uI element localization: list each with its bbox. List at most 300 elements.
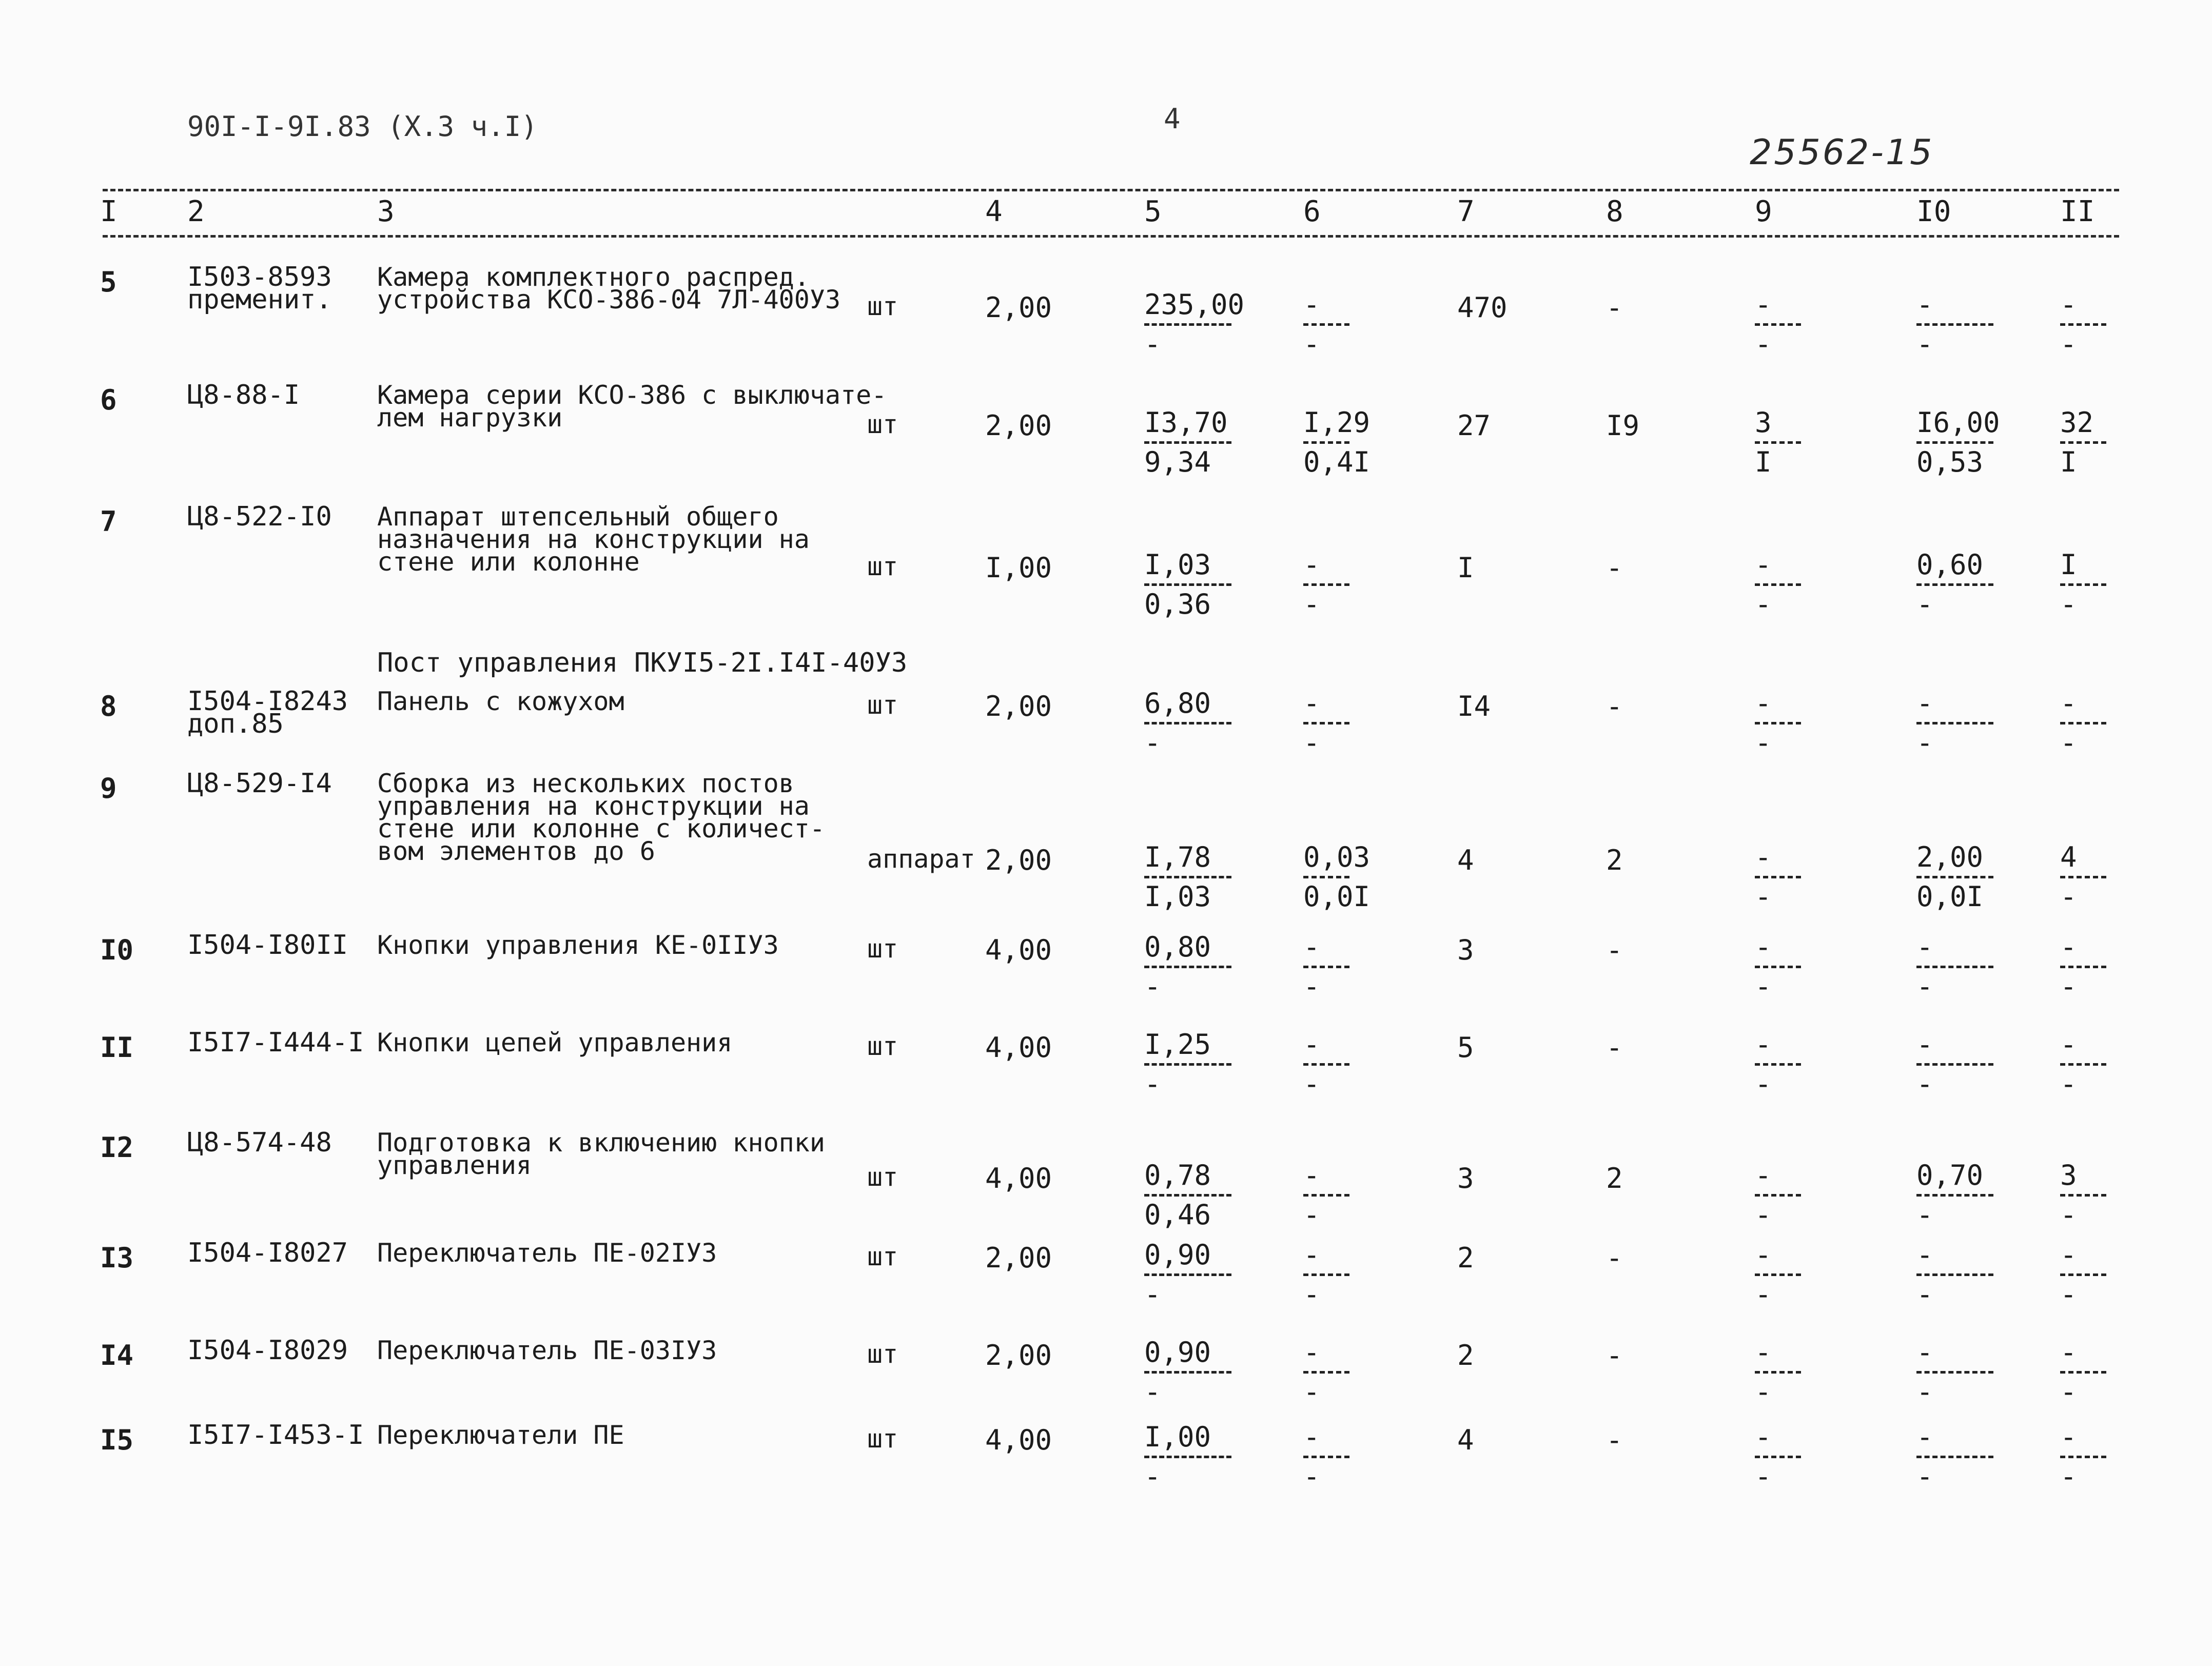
fraction-rule xyxy=(1303,441,1349,444)
value-c8: - xyxy=(1606,690,1623,722)
fraction-rule xyxy=(1755,722,1801,724)
fraction-rule xyxy=(1916,1456,1993,1458)
fraction-denominator: I,03 xyxy=(1144,880,1211,913)
fraction-c11 xyxy=(2060,288,2106,360)
fraction-c5 xyxy=(1144,931,1231,1003)
fraction-rule xyxy=(1916,323,1993,326)
fraction-c11 xyxy=(2060,1028,2106,1100)
column-number-1: I xyxy=(100,195,118,228)
row-unit: шт xyxy=(867,552,898,581)
row-description: Переключатели ПЕ xyxy=(377,1420,624,1450)
fraction-c10 xyxy=(1916,288,1993,360)
fraction-numerator: - xyxy=(1755,931,1772,963)
fraction-rule xyxy=(1144,1371,1231,1374)
fraction-rule xyxy=(1303,1456,1349,1458)
fraction-numerator: I,78 xyxy=(1144,841,1211,873)
fraction-denominator: 0,46 xyxy=(1144,1199,1211,1231)
fraction-numerator: - xyxy=(2060,931,2077,963)
row-code: I5I7-I444-I xyxy=(187,1027,364,1058)
value-c8: - xyxy=(1606,1242,1623,1274)
fraction-c10 xyxy=(1916,1159,1993,1231)
fraction-numerator: - xyxy=(1755,1239,1772,1271)
fraction-numerator: - xyxy=(1916,931,1933,963)
fraction-c6 xyxy=(1303,548,1349,620)
row-description: Камера комплектного распред. устройства КСО-386-04 7Л-400УЗ xyxy=(377,262,841,315)
fraction-rule xyxy=(2060,1194,2106,1197)
column-number-4: 4 xyxy=(985,195,1003,228)
fraction-numerator: 235,00 xyxy=(1144,288,1245,321)
fraction-numerator: I3,70 xyxy=(1144,406,1228,439)
fraction-rule xyxy=(1755,1273,1801,1276)
fraction-c9 xyxy=(1755,1239,1801,1310)
fraction-numerator: I,25 xyxy=(1144,1028,1211,1061)
fraction-rule xyxy=(2060,1273,2106,1276)
row-code: Ц8-529-I4 xyxy=(187,768,332,799)
fraction-rule xyxy=(1303,966,1349,968)
fraction-denominator: - xyxy=(1144,727,1161,759)
row-unit: шт xyxy=(867,409,898,439)
row-description: Аппарат штепсельный общего назначения на конструкции на стене или колонне xyxy=(377,502,810,577)
fraction-numerator: - xyxy=(1916,1028,1933,1061)
fraction-numerator: - xyxy=(1755,288,1772,321)
fraction-rule xyxy=(1144,323,1231,326)
fraction-c5 xyxy=(1144,288,1245,360)
fraction-c10 xyxy=(1916,931,1993,1003)
fraction-c5 xyxy=(1144,1159,1231,1231)
fraction-rule xyxy=(1144,1456,1231,1458)
fraction-rule xyxy=(1303,323,1349,326)
fraction-rule xyxy=(1755,1194,1801,1197)
row-code: I503-8593 пременит. xyxy=(187,262,332,315)
fraction-denominator: - xyxy=(1755,588,1772,620)
value-c8: - xyxy=(1606,552,1623,584)
fraction-rule xyxy=(1303,583,1349,586)
fraction-numerator: - xyxy=(1916,1421,1933,1453)
fraction-denominator: - xyxy=(1303,328,1320,360)
fraction-c9 xyxy=(1755,1159,1801,1231)
column-number-7: 7 xyxy=(1457,195,1475,228)
fraction-c6 xyxy=(1303,931,1349,1003)
fraction-rule xyxy=(1755,583,1801,586)
fraction-rule xyxy=(2060,323,2106,326)
row-unit: шт xyxy=(867,690,898,720)
fraction-numerator: I,00 xyxy=(1144,1421,1211,1453)
row-quantity: 4,00 xyxy=(985,1031,1052,1064)
column-number-9: 9 xyxy=(1755,195,1772,228)
fraction-denominator: - xyxy=(1303,1068,1320,1100)
value-c7: 3 xyxy=(1457,934,1474,966)
fraction-denominator: I xyxy=(1755,446,1772,478)
fraction-rule xyxy=(1144,876,1231,878)
fraction-c11 xyxy=(2060,841,2106,913)
fraction-numerator: - xyxy=(2060,1239,2077,1271)
section-title: Пост управления ПКУI5-2I.I4I-40УЗ xyxy=(377,648,908,678)
value-c7: 27 xyxy=(1457,409,1491,442)
row-unit: шт xyxy=(867,1162,898,1192)
fraction-numerator: - xyxy=(1303,1028,1320,1061)
fraction-numerator: - xyxy=(1303,1421,1320,1453)
fraction-rule xyxy=(1755,876,1801,878)
row-description: Переключатель ПЕ-02IУЗ xyxy=(377,1238,717,1268)
fraction-numerator: 0,60 xyxy=(1916,548,1984,581)
row-number: I2 xyxy=(100,1131,134,1164)
fraction-rule xyxy=(1755,966,1801,968)
row-quantity: 4,00 xyxy=(985,1162,1052,1194)
fraction-numerator: - xyxy=(1303,288,1320,321)
value-c8: - xyxy=(1606,1424,1623,1456)
fraction-rule xyxy=(2060,1456,2106,1458)
value-c8: 2 xyxy=(1606,1162,1623,1194)
value-c7: 2 xyxy=(1457,1242,1474,1274)
fraction-denominator: - xyxy=(1755,1199,1772,1231)
fraction-c11 xyxy=(2060,1239,2106,1310)
fraction-denominator: - xyxy=(1755,1376,1772,1408)
fraction-rule xyxy=(1144,1273,1231,1276)
fraction-denominator: 0,36 xyxy=(1144,588,1211,620)
fraction-numerator: - xyxy=(2060,288,2077,321)
fraction-rule xyxy=(1144,583,1231,586)
fraction-numerator: 32 xyxy=(2060,406,2094,439)
fraction-rule xyxy=(1755,441,1801,444)
value-c8: 2 xyxy=(1606,844,1623,876)
fraction-numerator: - xyxy=(1916,288,1933,321)
row-quantity: 2,00 xyxy=(985,690,1052,722)
fraction-rule xyxy=(1303,722,1349,724)
fraction-rule xyxy=(1916,722,1993,724)
fraction-numerator: 0,70 xyxy=(1916,1159,1984,1191)
fraction-c9 xyxy=(1755,1028,1801,1100)
fraction-numerator: - xyxy=(1755,687,1772,719)
fraction-denominator: - xyxy=(1303,1376,1320,1408)
fraction-c6 xyxy=(1303,841,1371,913)
fraction-denominator: - xyxy=(1755,1278,1772,1310)
fraction-rule xyxy=(1916,1063,1993,1066)
fraction-numerator: - xyxy=(1755,1421,1772,1453)
fraction-numerator: - xyxy=(1755,841,1772,873)
fraction-denominator: - xyxy=(1303,588,1320,620)
row-unit: шт xyxy=(867,1339,898,1369)
fraction-c10 xyxy=(1916,1421,1993,1493)
fraction-denominator: - xyxy=(2060,1199,2077,1231)
value-c7: 2 xyxy=(1457,1339,1474,1371)
fraction-denominator: - xyxy=(1916,1278,1933,1310)
fraction-numerator: - xyxy=(2060,1028,2077,1061)
value-c8: - xyxy=(1606,934,1623,966)
fraction-c5 xyxy=(1144,406,1231,478)
row-description: Кнопки цепей управления xyxy=(377,1028,733,1057)
fraction-numerator: - xyxy=(1916,687,1933,719)
fraction-c11 xyxy=(2060,687,2106,759)
fraction-numerator: - xyxy=(1303,1336,1320,1368)
fraction-denominator: - xyxy=(1916,1376,1933,1408)
row-quantity: 2,00 xyxy=(985,1242,1052,1274)
fraction-numerator: 4 xyxy=(2060,841,2077,873)
row-code: I504-I8243 доп.85 xyxy=(187,686,348,739)
column-number-6: 6 xyxy=(1303,195,1321,228)
fraction-denominator: - xyxy=(1144,1278,1161,1310)
fraction-numerator: 0,90 xyxy=(1144,1336,1211,1368)
fraction-numerator: - xyxy=(1755,1159,1772,1191)
fraction-numerator: - xyxy=(2060,1336,2077,1368)
fraction-rule xyxy=(1916,583,1993,586)
fraction-denominator: - xyxy=(1303,970,1320,1003)
row-description: Подготовка к включению кнопки управления xyxy=(377,1128,825,1180)
fraction-c6 xyxy=(1303,1336,1349,1408)
value-c7: 4 xyxy=(1457,1424,1474,1456)
fraction-numerator: - xyxy=(1755,1028,1772,1061)
fraction-denominator: - xyxy=(1755,970,1772,1003)
fraction-denominator: - xyxy=(1144,970,1161,1003)
column-number-11: II xyxy=(2060,195,2095,228)
column-number-8: 8 xyxy=(1606,195,1623,228)
fraction-denominator: - xyxy=(2060,880,2077,913)
fraction-numerator: - xyxy=(2060,1421,2077,1453)
fraction-denominator: - xyxy=(1144,1460,1161,1493)
row-unit: шт xyxy=(867,1242,898,1271)
fraction-numerator: - xyxy=(1303,1159,1320,1191)
fraction-c11 xyxy=(2060,1336,2106,1408)
fraction-rule xyxy=(1144,722,1231,724)
fraction-c10 xyxy=(1916,548,1993,620)
fraction-denominator: - xyxy=(1144,328,1161,360)
fraction-rule xyxy=(1303,1371,1349,1374)
row-number: 5 xyxy=(100,266,117,298)
row-number: I0 xyxy=(100,934,134,966)
row-description: Кнопки управления КЕ-0IIУЗ xyxy=(377,930,779,960)
fraction-c6 xyxy=(1303,1028,1349,1100)
fraction-numerator: - xyxy=(1303,687,1320,719)
fraction-rule xyxy=(1144,1194,1231,1197)
fraction-c11 xyxy=(2060,931,2106,1003)
fraction-numerator: - xyxy=(1755,1336,1772,1368)
fraction-numerator: I6,00 xyxy=(1916,406,2000,439)
column-number-5: 5 xyxy=(1144,195,1162,228)
fraction-c5 xyxy=(1144,1239,1231,1310)
row-number: 8 xyxy=(100,690,117,722)
row-number: 7 xyxy=(100,505,117,538)
fraction-numerator: - xyxy=(1303,548,1320,581)
fraction-denominator: - xyxy=(2060,1068,2077,1100)
fraction-c5 xyxy=(1144,1336,1231,1408)
fraction-denominator: - xyxy=(1916,588,1933,620)
fraction-c9 xyxy=(1755,548,1801,620)
fraction-numerator: I,03 xyxy=(1144,548,1211,581)
fraction-denominator: - xyxy=(1755,1068,1772,1100)
fraction-denominator: 0,0I xyxy=(1916,880,1984,913)
fraction-c9 xyxy=(1755,1421,1801,1493)
row-code: I504-I8027 xyxy=(187,1238,348,1268)
fraction-denominator: - xyxy=(1916,1460,1933,1493)
fraction-numerator: I,29 xyxy=(1303,406,1371,439)
fraction-denominator: - xyxy=(1755,328,1772,360)
row-code: Ц8-522-I0 xyxy=(187,501,332,532)
fraction-denominator: - xyxy=(1303,727,1320,759)
fraction-rule xyxy=(1755,1456,1801,1458)
fraction-rule xyxy=(1916,441,1993,444)
fraction-c9 xyxy=(1755,687,1801,759)
row-number: I5 xyxy=(100,1424,134,1456)
fraction-rule xyxy=(1916,1371,1993,1374)
fraction-rule xyxy=(1303,1273,1349,1276)
row-unit: шт xyxy=(867,291,898,321)
fraction-numerator: - xyxy=(1303,1239,1320,1271)
row-code: Ц8-88-I xyxy=(187,380,300,410)
fraction-rule xyxy=(1916,966,1993,968)
fraction-c5 xyxy=(1144,548,1231,620)
fraction-denominator: - xyxy=(1303,1278,1320,1310)
row-quantity: 2,00 xyxy=(985,409,1052,442)
row-code: I504-I8029 xyxy=(187,1335,348,1366)
fraction-c6 xyxy=(1303,1239,1349,1310)
row-description: Панель с кожухом xyxy=(377,687,624,716)
fraction-denominator: - xyxy=(2060,727,2077,759)
fraction-c10 xyxy=(1916,1028,1993,1100)
fraction-denominator: - xyxy=(1916,1199,1933,1231)
fraction-rule xyxy=(1916,1273,1993,1276)
fraction-c10 xyxy=(1916,406,2000,478)
page-number: 4 xyxy=(1164,103,1181,135)
fraction-rule xyxy=(1144,1063,1231,1066)
fraction-c10 xyxy=(1916,1239,1993,1310)
value-c7: I xyxy=(1457,552,1474,584)
fraction-rule xyxy=(1755,1371,1801,1374)
fraction-rule xyxy=(1755,1063,1801,1066)
row-quantity: 2,00 xyxy=(985,291,1052,324)
fraction-denominator: - xyxy=(1303,1199,1320,1231)
fraction-rule xyxy=(1916,1194,1993,1197)
fraction-rule xyxy=(1303,876,1349,878)
row-number: I4 xyxy=(100,1339,134,1371)
row-quantity: 4,00 xyxy=(985,1424,1052,1456)
row-number: 9 xyxy=(100,772,117,805)
fraction-c11 xyxy=(2060,406,2106,478)
archive-number: 25562-15 xyxy=(1750,132,1934,173)
row-quantity: 2,00 xyxy=(985,844,1052,876)
fraction-c9 xyxy=(1755,406,1801,478)
fraction-c10 xyxy=(1916,841,1993,913)
row-code: Ц8-574-48 xyxy=(187,1127,332,1158)
fraction-rule xyxy=(2060,583,2106,586)
fraction-denominator: - xyxy=(2060,1460,2077,1493)
fraction-denominator: - xyxy=(1144,1068,1161,1100)
row-quantity: 2,00 xyxy=(985,1339,1052,1371)
fraction-denominator: - xyxy=(2060,1278,2077,1310)
row-code: I5I7-I453-I xyxy=(187,1420,364,1451)
fraction-rule xyxy=(2060,1063,2106,1066)
column-number-10: I0 xyxy=(1916,195,1951,228)
fraction-numerator: 0,90 xyxy=(1144,1239,1211,1271)
row-unit: шт xyxy=(867,1031,898,1061)
document-code: 90I-I-9I.83 (X.3 ч.I) xyxy=(187,110,538,143)
row-unit: шт xyxy=(867,1424,898,1454)
fraction-rule xyxy=(2060,441,2106,444)
fraction-c6 xyxy=(1303,687,1349,759)
fraction-numerator: 0,78 xyxy=(1144,1159,1211,1191)
fraction-c6 xyxy=(1303,1159,1349,1231)
fraction-rule xyxy=(2060,876,2106,878)
fraction-c11 xyxy=(2060,1159,2106,1231)
fraction-c9 xyxy=(1755,288,1801,360)
fraction-rule xyxy=(1755,323,1801,326)
row-unit: шт xyxy=(867,934,898,964)
fraction-numerator: - xyxy=(1755,548,1772,581)
fraction-denominator: 0,53 xyxy=(1916,446,1984,478)
fraction-c5 xyxy=(1144,1421,1231,1493)
fraction-numerator: - xyxy=(2060,687,2077,719)
fraction-numerator: 3 xyxy=(1755,406,1772,439)
fraction-rule xyxy=(1916,876,1993,878)
fraction-c5 xyxy=(1144,687,1231,759)
fraction-c9 xyxy=(1755,1336,1801,1408)
fraction-rule xyxy=(1144,441,1231,444)
fraction-denominator: - xyxy=(1755,1460,1772,1493)
column-number-3: 3 xyxy=(377,195,395,228)
fraction-numerator: 3 xyxy=(2060,1159,2077,1191)
fraction-denominator: - xyxy=(1755,727,1772,759)
value-c8: I9 xyxy=(1606,409,1640,442)
fraction-denominator: 0,4I xyxy=(1303,446,1371,478)
fraction-c6 xyxy=(1303,1421,1349,1493)
fraction-c9 xyxy=(1755,841,1801,913)
fraction-numerator: 2,00 xyxy=(1916,841,1984,873)
fraction-rule xyxy=(2060,722,2106,724)
fraction-numerator: 6,80 xyxy=(1144,687,1211,719)
row-description: Сборка из нескольких постов управления на конструкции на стене или колонне с количест- вом элементов до 6 xyxy=(377,769,825,866)
value-c8: - xyxy=(1606,291,1623,324)
value-c7: 4 xyxy=(1457,844,1474,876)
fraction-denominator: - xyxy=(1303,1460,1320,1493)
fraction-c11 xyxy=(2060,1421,2106,1493)
fraction-rule xyxy=(2060,966,2106,968)
value-c7: 5 xyxy=(1457,1031,1474,1064)
value-c7: 3 xyxy=(1457,1162,1474,1194)
fraction-denominator: I xyxy=(2060,446,2077,478)
fraction-denominator: - xyxy=(2060,328,2077,360)
fraction-c10 xyxy=(1916,687,1993,759)
fraction-c5 xyxy=(1144,841,1231,913)
fraction-c5 xyxy=(1144,1028,1231,1100)
value-c7: I4 xyxy=(1457,690,1491,722)
row-unit: аппарат xyxy=(867,844,975,874)
row-description: Переключатель ПЕ-03IУЗ xyxy=(377,1336,717,1365)
fraction-denominator: - xyxy=(1916,727,1933,759)
value-c8: - xyxy=(1606,1339,1623,1371)
fraction-denominator: - xyxy=(2060,970,2077,1003)
fraction-denominator: 0,0I xyxy=(1303,880,1371,913)
value-c8: - xyxy=(1606,1031,1623,1064)
row-code: I504-I80II xyxy=(187,930,348,961)
fraction-c6 xyxy=(1303,288,1349,360)
row-number: I3 xyxy=(100,1242,134,1274)
fraction-denominator: - xyxy=(1916,1068,1933,1100)
row-number: II xyxy=(100,1031,134,1064)
fraction-denominator: - xyxy=(2060,588,2077,620)
value-c7: 470 xyxy=(1457,291,1508,324)
fraction-denominator: - xyxy=(1916,970,1933,1003)
row-quantity: 4,00 xyxy=(985,934,1052,966)
column-number-2: 2 xyxy=(187,195,205,228)
fraction-c11 xyxy=(2060,548,2106,620)
row-number: 6 xyxy=(100,384,117,416)
fraction-denominator: - xyxy=(2060,1376,2077,1408)
fraction-c6 xyxy=(1303,406,1371,478)
fraction-rule xyxy=(2060,1371,2106,1374)
row-quantity: I,00 xyxy=(985,552,1052,584)
fraction-denominator: 9,34 xyxy=(1144,446,1211,478)
fraction-rule xyxy=(1144,966,1231,968)
fraction-rule xyxy=(1303,1194,1349,1197)
fraction-numerator: I xyxy=(2060,548,2077,581)
